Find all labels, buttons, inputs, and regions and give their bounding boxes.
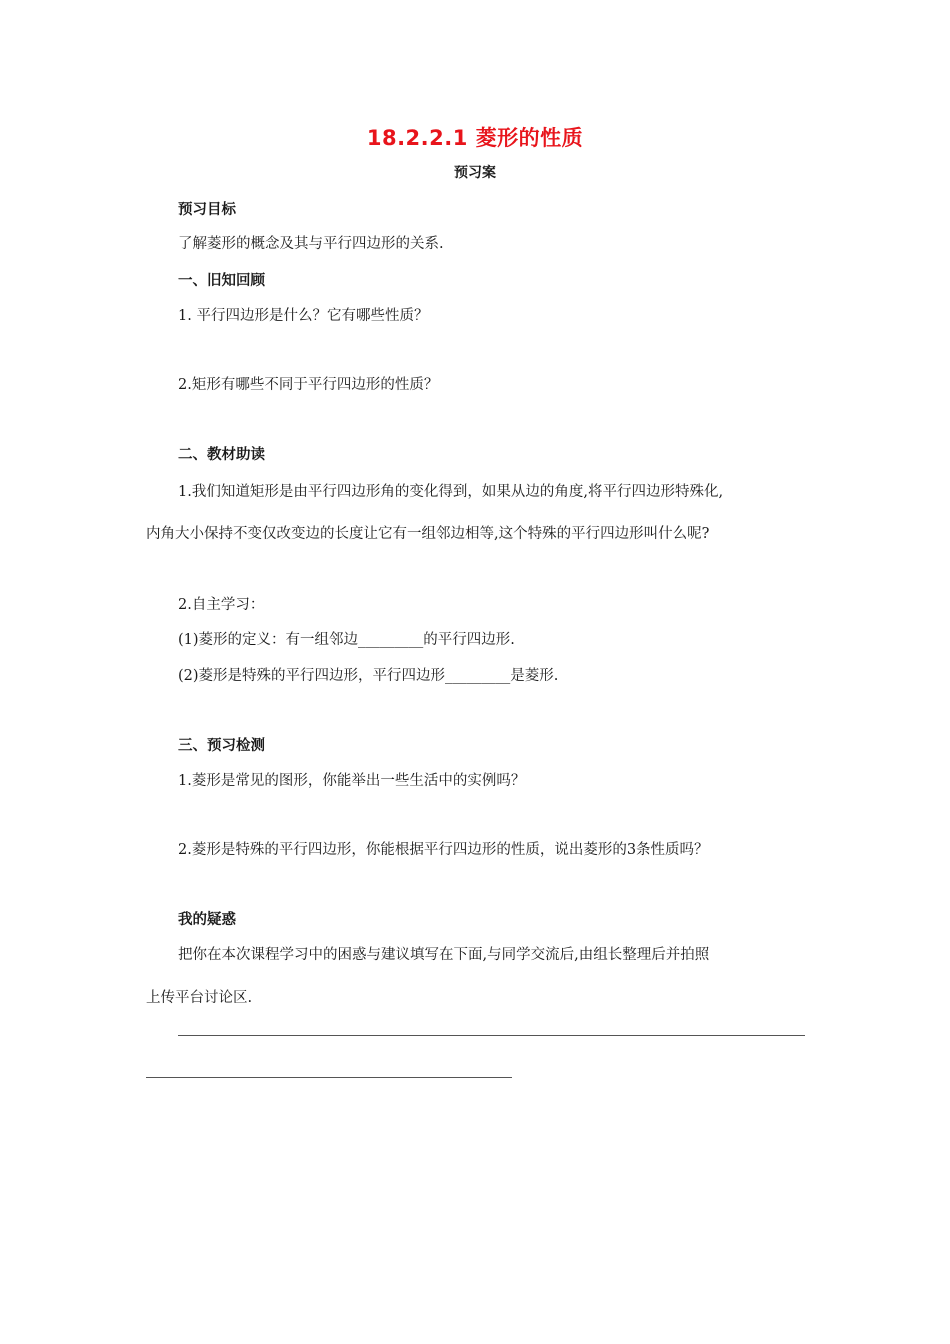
doubt-heading: 我的疑惑: [178, 912, 236, 928]
doubt-text-line-1: 把你在本次课程学习中的困惑与建议填写在下面,与同学交流后,由组长整理后并拍照: [178, 947, 710, 963]
section3-question-2: 2.菱形是特殊的平行四边形，你能根据平行四边形的性质，说出菱形的3条性质吗？: [178, 842, 709, 858]
section1-question-2: 2.矩形有哪些不同于平行四边形的性质？: [178, 377, 439, 393]
section2-item-2: (2)菱形是特殊的平行四边形，平行四边形_________是菱形.: [178, 668, 559, 684]
section1-heading: 一、旧知回顾: [178, 273, 265, 289]
goal-heading: 预习目标: [178, 202, 236, 218]
answer-line-2: [146, 1077, 512, 1078]
section2-paragraph-1-line-1: 1.我们知道矩形是由平行四边形角的变化得到，如果从边的角度,将平行四边形特殊化,: [178, 484, 724, 500]
section2-paragraph-2: 2.自主学习：: [178, 597, 265, 613]
answer-line-1: [178, 1035, 805, 1036]
goal-text: 了解菱形的概念及其与平行四边形的关系.: [178, 236, 444, 252]
section3-question-1: 1.菱形是常见的图形，你能举出一些生活中的实例吗？: [178, 773, 526, 789]
section2-heading: 二、教材助读: [178, 447, 265, 463]
section2-item-1: (1)菱形的定义：有一组邻边_________的平行四边形.: [178, 632, 515, 648]
section1-question-1: 1. 平行四边形是什么？它有哪些性质？: [178, 308, 429, 324]
document-subtitle: 预习案: [454, 165, 496, 181]
section2-paragraph-1-line-2: 内角大小保持不变仅改变边的长度让它有一组邻边相等,这个特殊的平行四边形叫什么呢?: [146, 526, 710, 542]
document-title: 18.2.2.1 菱形的性质: [366, 126, 584, 150]
doubt-text-line-2: 上传平台讨论区.: [146, 990, 253, 1006]
section3-heading: 三、预习检测: [178, 738, 265, 754]
